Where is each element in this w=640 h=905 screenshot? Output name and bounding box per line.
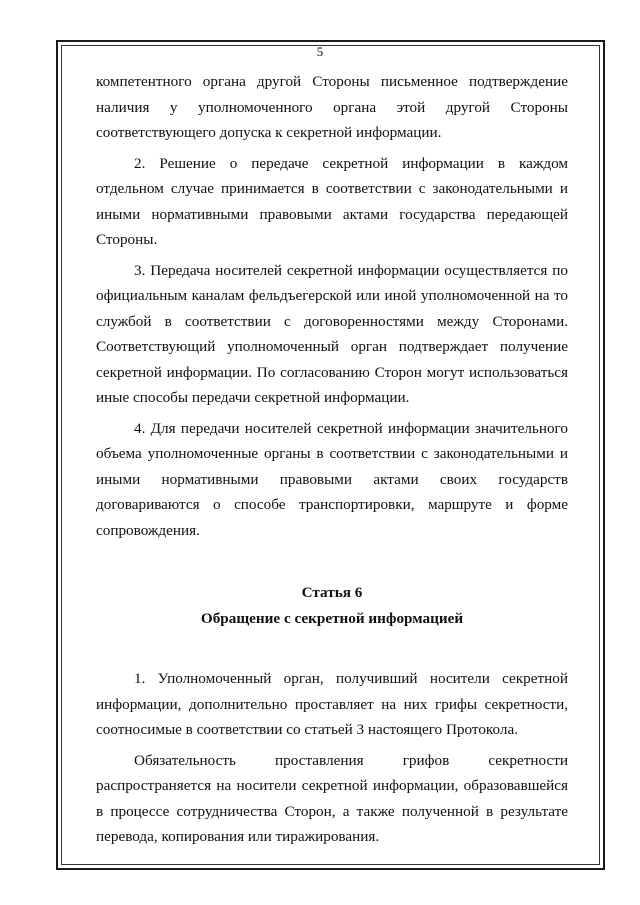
- article-number: Статья 6: [301, 584, 363, 601]
- document-body: [96, 69, 568, 855]
- paragraph-clause-2: 2. Решение о передаче секретной информации в каждом отдельном случае принимается в соответствии с законодательными и иными нормативными правовыми актами государства передающей Стороны.: [96, 154, 568, 248]
- article-title: Обращение с секретной информацией: [200, 609, 464, 627]
- paragraph-clause-3: 3. Передача носителей секретной информации осуществляется по официальным каналам фельдъегерской или иной уполномоченной на то службой в соответствии с договоренностями между Сторонами. Соответствующий уполномоченный орган подтверждает получение секретной информации. По согласованию Сторон могут использоваться иные способы передачи секретной информации.: [96, 261, 568, 406]
- paragraph-article6-clause-1-continued: Обязательность проставления грифов секретности распространяется на носители секретной информации, образовавшейся в процессе сотрудничества Сторон, а также полученной в результате перевода, копирования или тиражирования.: [96, 751, 568, 845]
- page-number: 5: [316, 44, 324, 59]
- paragraph-article6-clause-1: 1. Уполномоченный орган, получивший носители секретной информации, дополнительно проставляет на них грифы секретности, соотносимые в соответствии со статьей 3 настоящего Протокола.: [96, 670, 568, 738]
- paragraph-continuation: компетентного органа другой Стороны письменное подтверждение наличия у уполномоченного органа этой другой Стороны соответствующего допуска к секретной информации.: [96, 73, 568, 141]
- paragraph-clause-4: 4. Для передачи носителей секретной информации значительного объема уполномоченные органы в соответствии с законодательными и иными нормативными правовыми актами своих государств договариваются о способе транспортировки, маршруте и форме сопровождения.: [96, 419, 568, 539]
